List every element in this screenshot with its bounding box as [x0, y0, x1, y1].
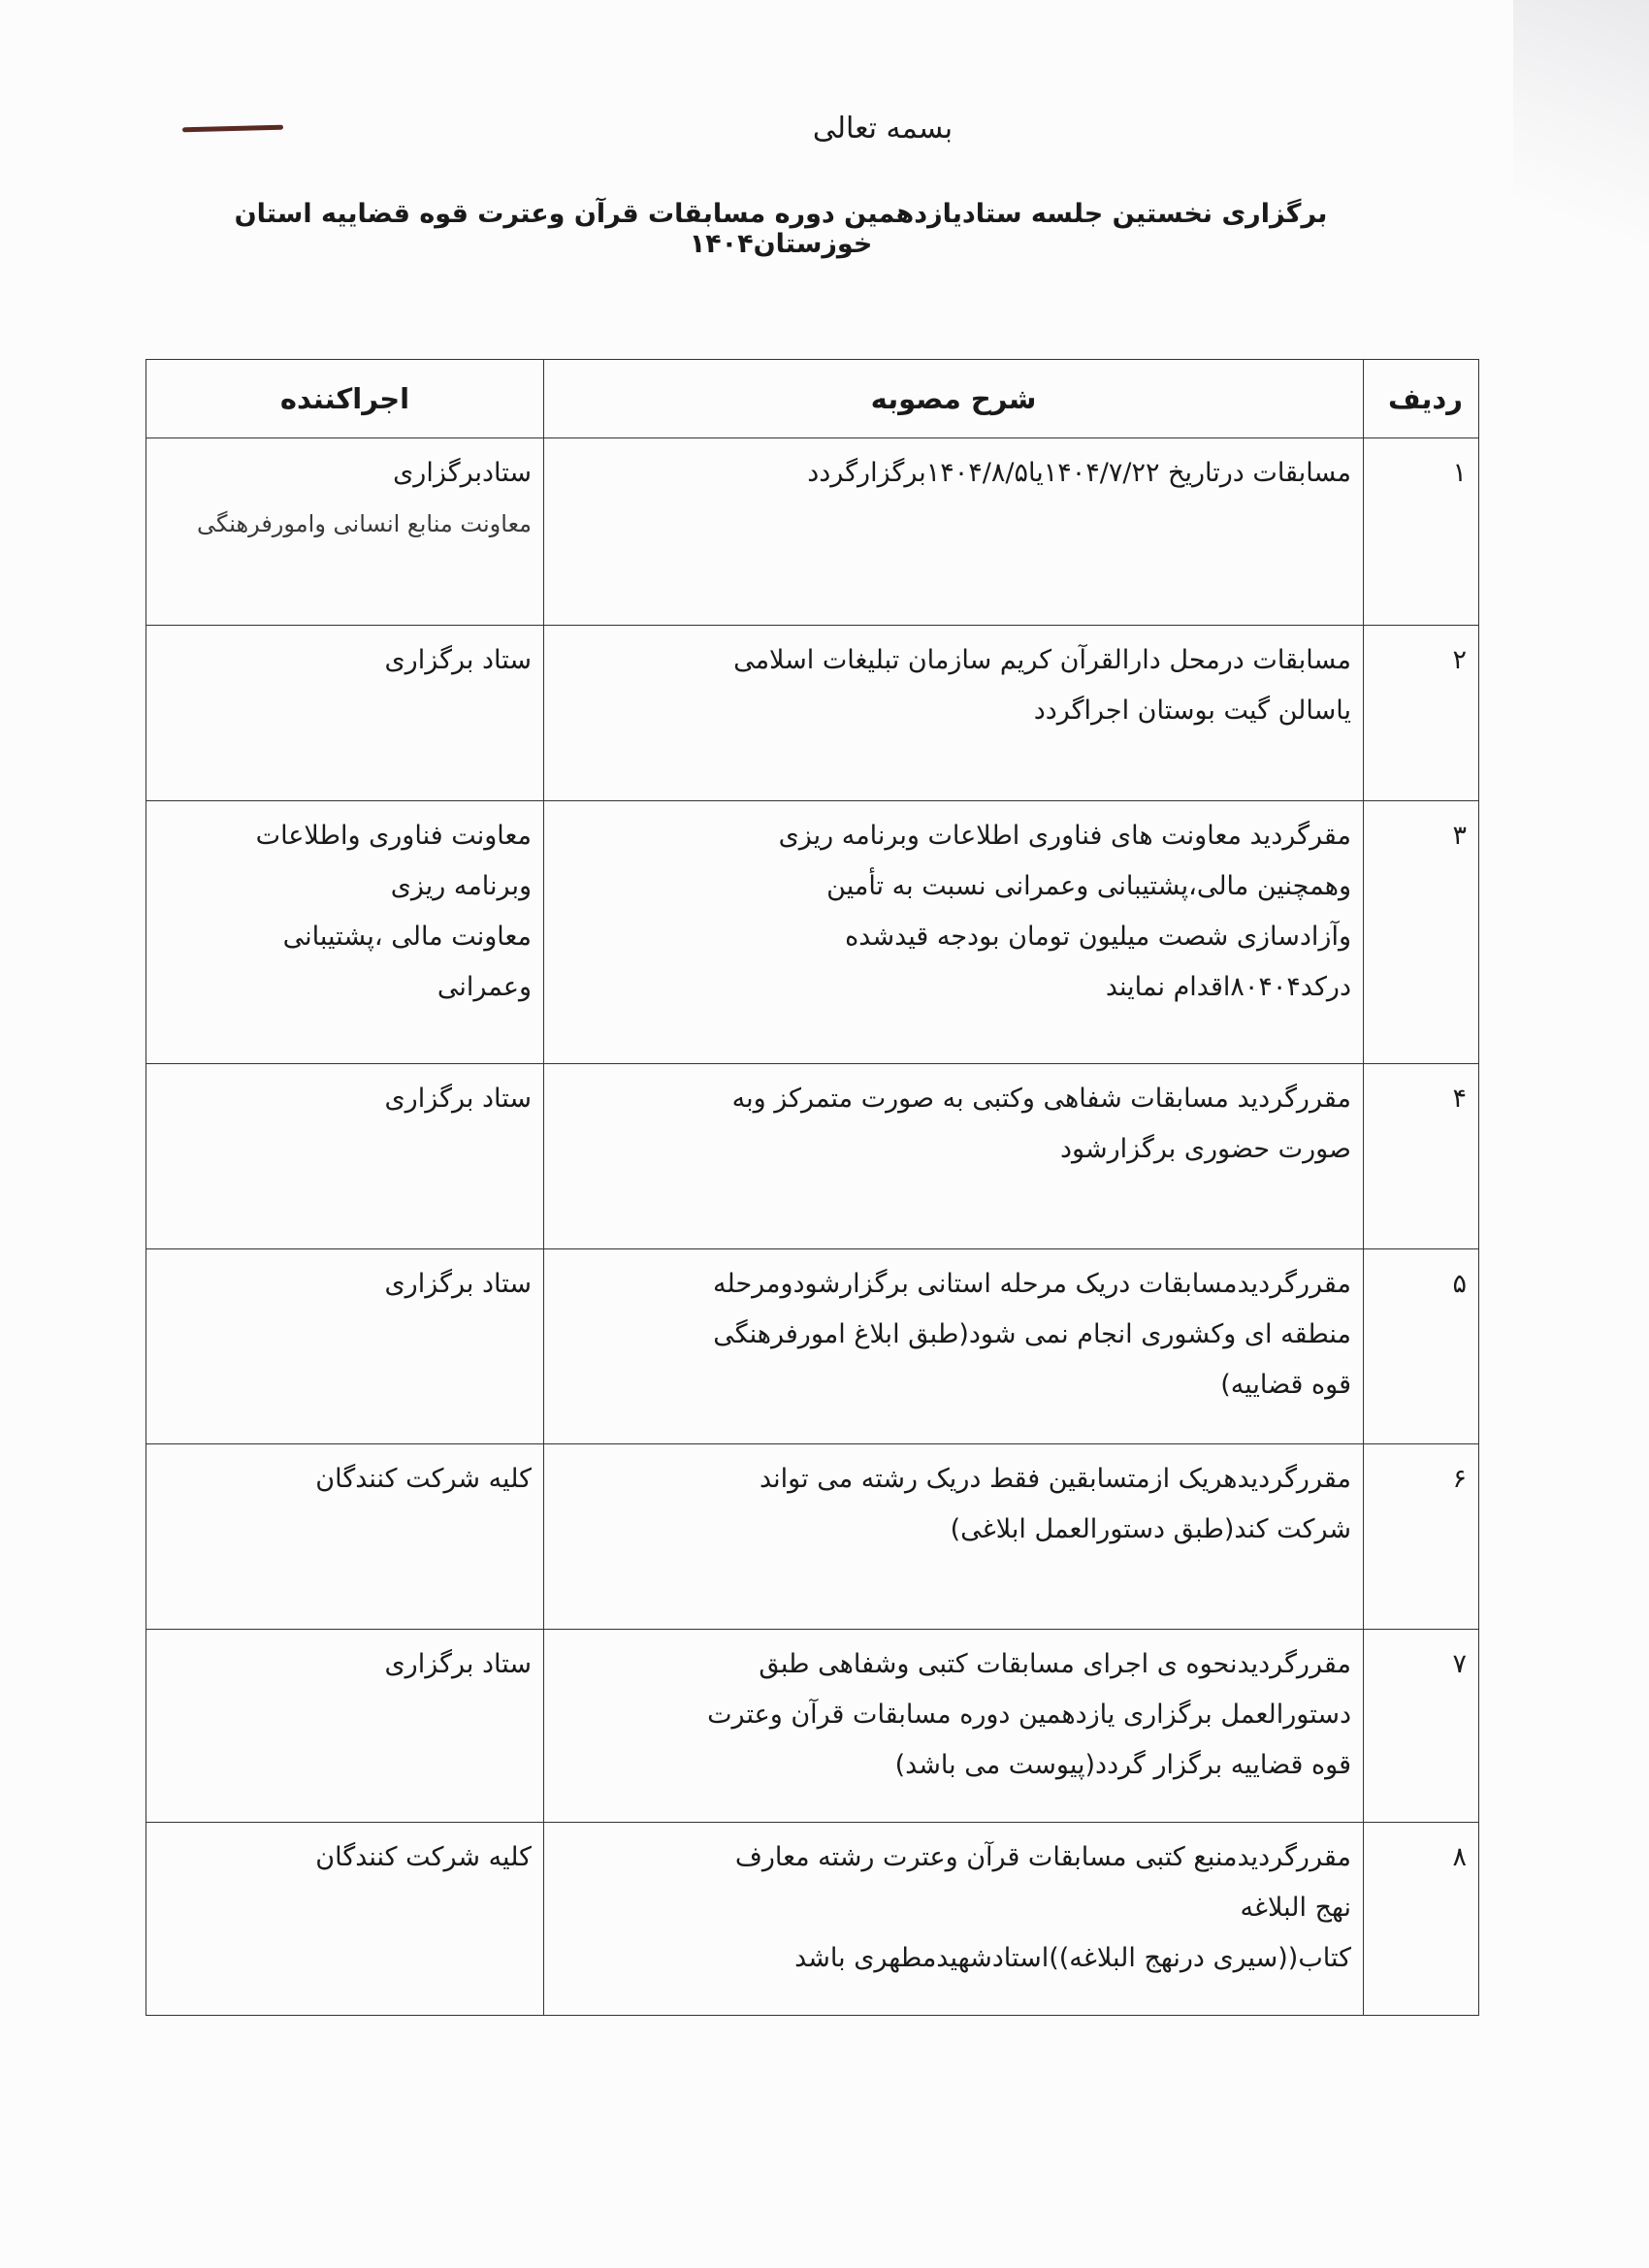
description-line: وآزادسازی شصت میلیون تومان بودجه قیدشده — [845, 922, 1351, 952]
executor-line: ستاد برگزاری — [384, 645, 532, 675]
row-number: ۵ — [1364, 1249, 1479, 1444]
description-line: مقررگردیدهریک ازمتسابقین فقط دریک رشته می تواند — [759, 1464, 1351, 1494]
row-executor — [146, 1823, 544, 2016]
executor-line: کلیه شرکت کنندگان — [315, 1842, 532, 1872]
resolutions-table — [146, 359, 1479, 2016]
table-row — [146, 1630, 1479, 1823]
description-line: درکد۸۰۴۰۴اقدام نمایند — [1105, 972, 1351, 1002]
header-description: شرح مصوبه — [544, 360, 1364, 438]
document-heading: بسمه تعالی — [812, 112, 954, 146]
header-executor: اجراکننده — [146, 360, 544, 438]
table-row — [146, 626, 1479, 801]
table-header-row — [146, 360, 1479, 438]
description-line: مقررگردیدمنبع کتبی مسابقات قرآن وعترت رشته معارف — [734, 1842, 1351, 1872]
row-executor — [146, 626, 544, 801]
description-line: مقرگردید معاونت های فناوری اطلاعات وبرنامه ریزی — [778, 821, 1351, 851]
row-executor — [146, 1630, 544, 1823]
executor-line: معاونت مالی ،پشتیبانی — [282, 922, 532, 952]
row-number: ۲ — [1364, 626, 1479, 801]
description-line: مسابقات درمحل دارالقرآن کریم سازمان تبلیغات اسلامی — [733, 645, 1351, 675]
document-title: برگزاری نخستین جلسه ستادیازدهمین دوره مسابقات قرآن وعترت قوه قضاییه استان خوزستان۱۴۰۴ — [234, 199, 1328, 259]
row-number: ۳ — [1364, 801, 1479, 1064]
row-description — [544, 801, 1364, 1064]
row-executor — [146, 1064, 544, 1249]
executor-line: وبرنامه ریزی — [390, 871, 532, 901]
table-row — [146, 1823, 1479, 2016]
row-description — [544, 438, 1364, 626]
executor-line: ستاد برگزاری — [384, 1649, 532, 1679]
row-number: ۱ — [1364, 438, 1479, 626]
row-description — [544, 1064, 1364, 1249]
row-number: ۶ — [1364, 1444, 1479, 1630]
executor-line: معاونت فناوری واطلاعات — [255, 821, 532, 851]
table-row — [146, 1444, 1479, 1630]
table-row — [146, 1249, 1479, 1444]
description-line: صورت حضوری برگزارشود — [1059, 1134, 1351, 1164]
description-line: مسابقات درتاریخ ۱۴۰۴/۷/۲۲یا۱۴۰۴/۸/۵برگزارگردد — [807, 458, 1351, 488]
description-line: کتاب((سیری درنهج البلاغه))استادشهیدمطهری باشد — [794, 1943, 1351, 1973]
row-description — [544, 1630, 1364, 1823]
table-row — [146, 438, 1479, 626]
row-description — [544, 1444, 1364, 1630]
description-line: منطقه ای وکشوری انجام نمی شود(طبق ابلاغ امورفرهنگی — [713, 1319, 1351, 1349]
executor-line: ستادبرگزاری — [393, 458, 532, 488]
description-line: قوه قضاییه برگزار گردد(پیوست می باشد) — [894, 1750, 1351, 1780]
row-description — [544, 1249, 1364, 1444]
description-line: قوه قضاییه) — [1220, 1370, 1351, 1400]
description-line: دستورالعمل برگزاری یازدهمین دوره مسابقات قرآن وعترت — [707, 1700, 1351, 1730]
executor-line: ستاد برگزاری — [384, 1269, 532, 1299]
row-executor — [146, 1444, 544, 1630]
description-line: یاسالن گیت بوستان اجراگردد — [1033, 696, 1351, 726]
description-line: مقررگردیدمسابقات دریک مرحله استانی برگزارشودومرحله — [713, 1269, 1351, 1299]
table-row — [146, 1064, 1479, 1249]
row-number: ۴ — [1364, 1064, 1479, 1249]
row-description — [544, 1823, 1364, 2016]
row-executor — [146, 1249, 544, 1444]
executor-line: کلیه شرکت کنندگان — [315, 1464, 532, 1494]
description-line: مقررگردید مسابقات شفاهی وکتبی به صورت متمرکز وبه — [731, 1084, 1351, 1114]
executor-note: معاونت منابع انسانی وامورفرهنگی — [196, 510, 532, 537]
page-fold-shadow — [1513, 0, 1649, 291]
row-number: ۸ — [1364, 1823, 1479, 2016]
header-number: ردیف — [1364, 360, 1479, 438]
description-line: وهمچنین مالی،پشتیبانی وعمرانی نسبت به تأمین — [826, 871, 1351, 901]
row-number: ۷ — [1364, 1630, 1479, 1823]
description-line: مقررگردیدنحوه ی اجرای مسابقات کتبی وشفاهی طبق — [759, 1649, 1351, 1679]
row-executor — [146, 438, 544, 626]
executor-line: وعمرانی — [436, 972, 532, 1002]
description-line: شرکت کند(طبق دستورالعمل ابلاغی) — [950, 1514, 1351, 1544]
row-executor — [146, 801, 544, 1064]
row-description — [544, 626, 1364, 801]
table-row — [146, 801, 1479, 1064]
executor-line: ستاد برگزاری — [384, 1084, 532, 1114]
description-line: نهج البلاغه — [1240, 1893, 1351, 1923]
